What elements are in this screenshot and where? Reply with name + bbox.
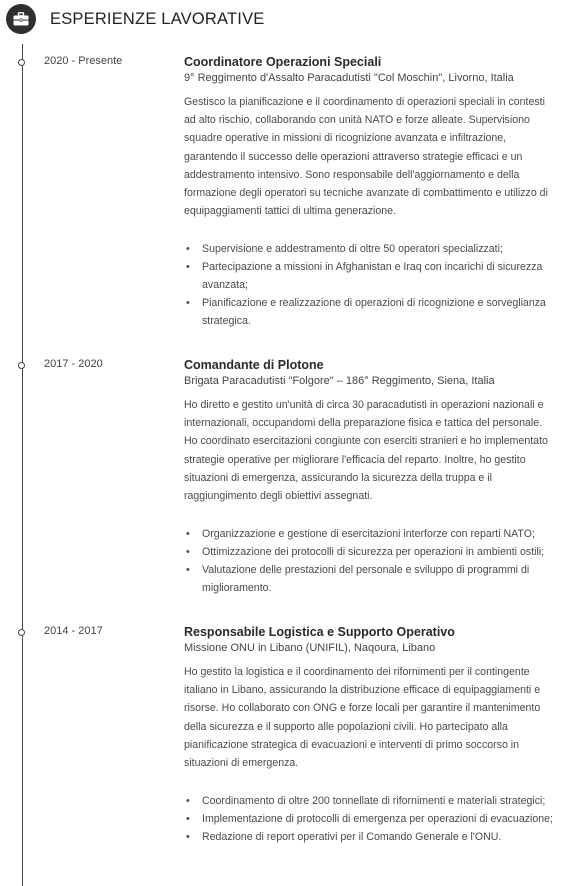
entry-description: Ho gestito la logistica e il coordinamento dei rifornimenti per il contingente italiano in Libano, assicurando la distribuzione efficace di equipaggiamenti e risorse. Ho collaborato con ONG e forze locali per garantire il mantenimento della sicurezza e il supporto alle popolazioni civili. Ho partecipato alla pianificazione strategica di evacuazioni e interventi di primo soccorso in situazioni di emergenza.: [184, 666, 541, 770]
entry-content: [184, 357, 556, 597]
entry-content: [184, 54, 556, 330]
timeline-dot: [18, 59, 25, 66]
list-item: • Organizzazione e gestione di esercitazioni interforze con reparti NATO;: [184, 525, 556, 543]
entry-organization: Missione ONU in Libano (UNIFIL), Naqoura, Libano: [184, 642, 436, 654]
entry-role: Responsabile Logistica e Supporto Operativo: [184, 625, 455, 639]
timeline-dot: [18, 362, 25, 369]
list-item: • Pianificazione e realizzazione di operazioni di ricognizione e sorveglianza strategica.: [184, 294, 556, 330]
entry-description: Gestisco la pianificazione e il coordinamento di operazioni speciali in contesti ad alto rischio, collaborando con unità NATO e forze alleate. Supervisiono squadre operative in missioni di ricognizione avanzata e infiltrazione, garantendo il successo delle operazioni attraverso strategie efficaci e un addestramento intensivo. Sono responsabile dell'aggiornamento e della formazione degli operatori su tecniche avanzate di combattimento e utilizzo di equipaggiamenti tattici di ultima generazione.: [184, 96, 548, 218]
list-item: • Implementazione di protocolli di emergenza per operazioni di evacuazione;: [184, 810, 556, 828]
entry-role: Comandante di Plotone: [184, 358, 324, 372]
entry-bullets: [184, 792, 556, 846]
list-item: • Redazione di report operativi per il Comando Generale e l'ONU.: [184, 828, 556, 846]
section-title: ESPERIENZE LAVORATIVE: [50, 9, 265, 28]
entry-description: Ho diretto e gestito un'unità di circa 30 paracadutisti in operazioni nazionali e internazionali, occupandomi della preparazione fisica e tattica del personale. Ho coordinato esercitazioni congiunte con eserciti stranieri e ho implementato strategie operative per migliorare l'efficacia del reparto. Inoltre, ho gestito situazioni di emergenza, assicurando la sicurezza della truppa e il raggiungimento degli obiettivi assegnati.: [184, 399, 548, 503]
list-item: • Coordinamento di oltre 200 tonnellate di rifornimenti e materiali strategici;: [184, 792, 556, 810]
entry-bullets: [184, 525, 556, 597]
entry-period: 2014 - 2017: [44, 625, 103, 637]
entry-role: Coordinatore Operazioni Speciali: [184, 55, 382, 69]
entry-period: 2020 - Presente: [44, 55, 123, 67]
entry-period: 2017 - 2020: [44, 358, 103, 370]
list-item: • Supervisione e addestramento di oltre 50 operatori specializzati;: [184, 240, 556, 258]
list-item: • Valutazione delle prestazioni del personale e sviluppo di programmi di miglioramento.: [184, 561, 556, 597]
entry-organization: 9° Reggimento d'Assalto Paracadutisti "Col Moschin", Livorno, Italia: [184, 72, 514, 84]
section-header: [6, 4, 264, 34]
entry-content: [184, 624, 556, 846]
list-item: • Partecipazione a missioni in Afghanistan e Iraq con incarichi di sicurezza avanzata;: [184, 258, 556, 294]
list-item: • Ottimizzazione dei protocolli di sicurezza per operazioni in ambienti ostili;: [184, 543, 556, 561]
entry-organization: Brigata Paracadutisti "Folgore" – 186° Reggimento, Siena, Italia: [184, 375, 495, 387]
timeline-line: [22, 44, 23, 886]
entry-bullets: [184, 240, 556, 330]
briefcase-icon: [6, 4, 36, 34]
timeline-dot: [18, 629, 25, 636]
